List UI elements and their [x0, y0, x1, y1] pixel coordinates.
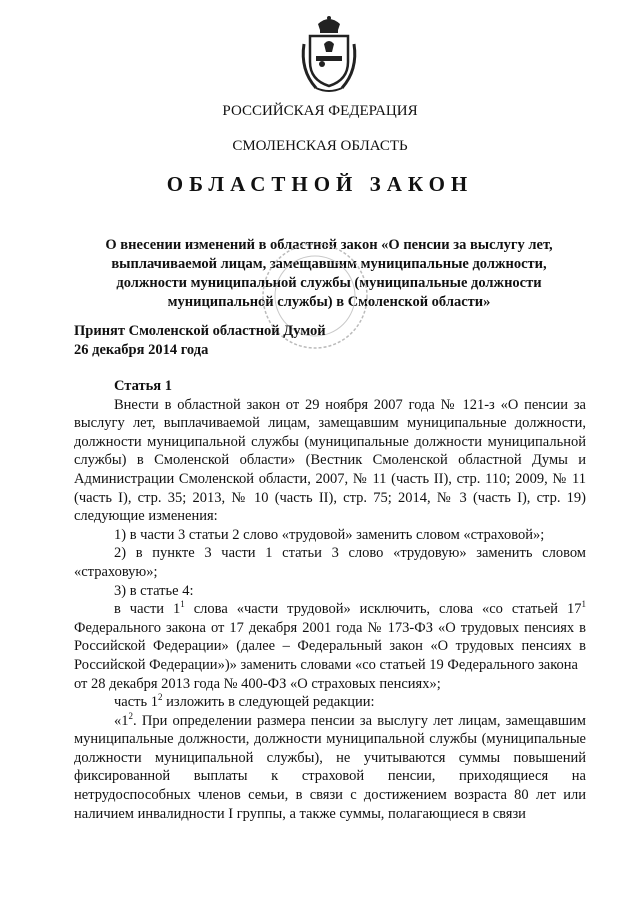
text-run: «1 — [114, 712, 129, 729]
list-item: 1) в части 3 статьи 2 слово «трудовой» заменить словом «страховой»; — [114, 526, 545, 543]
paragraph: от 28 декабря 2013 года № 400-ФЗ «О страховых пенсиях»; — [74, 675, 441, 692]
article-body — [74, 377, 586, 823]
paragraph — [74, 600, 586, 674]
coat-of-arms-emblem — [296, 14, 362, 96]
superscript: 2 — [128, 710, 133, 721]
text-run: в части 1 — [114, 601, 181, 618]
document-type-title: ОБЛАСТНОЙ ЗАКОН — [166, 172, 474, 196]
superscript: 1 — [180, 599, 185, 610]
text-run: . При определении размера пенсии за выслугу лет лицам, замещавшим муниципальные должности, должности муниципальной службы (муниципальные должности муниципальной службы), не учитываются суммы повышений фиксированной выплаты к страховой пенсии, приходящиеся на нетрудоспособных членов семьи, в связи с достижением возраста 80 лет или наличием инвалидности I группы, а также суммы, полагающиеся в связи — [74, 712, 586, 822]
region-heading: СМОЛЕНСКАЯ ОБЛАСТЬ — [232, 138, 408, 154]
text-run: часть 1 — [114, 694, 158, 711]
subject-line: О внесении изменений в областной закон «О пенсии за выслугу лет, — [105, 237, 553, 253]
paragraph: Внести в областной закон от 29 ноября 2007 года № 121-з «О пенсии за выслугу лет, выплачиваемой лицам, замещавшим муниципальные должности, должности муниципальной службы (муниципальные должности муниципальной службы) в Смоленской области» (Вестник Смоленской областной Думы и Администрации Смоленской области, 2007, № 11 (часть II), стр. 110; 2009, № 11 (часть I), стр. 35; 2013, № 10 (часть II), стр. 75; 2014, № 3 (часть I), стр. 19) следующие изменения: — [74, 396, 586, 525]
text-run: Федерального закона от 17 декабря 2001 года № 173-ФЗ «О трудовых пенсиях в Российской Федерации» (далее – Федеральный закон «О трудовых пенсиях в Российской Федерации»)» заменить словами «со статьей 19 Федерального закона — [74, 619, 586, 673]
paragraph — [74, 712, 586, 824]
text-run: изложить в следующей редакции: — [162, 694, 375, 711]
adoption-date: 26 декабря 2014 года — [74, 342, 209, 358]
subject-line: выплачиваемой лицам, замещавшим муниципальные должности, — [111, 256, 547, 272]
adoption-line: Принят Смоленской областной Думой — [74, 323, 326, 339]
adoption-block — [74, 322, 326, 360]
list-item: 3) в статье 4: — [114, 582, 194, 599]
subject-line: муниципальной службы) в Смоленской области» — [167, 294, 491, 310]
list-item: 2) в пункте 3 части 1 статьи 3 слово «трудовую» заменить словом «страховую»; — [74, 545, 586, 580]
federation-heading: РОССИЙСКАЯ ФЕДЕРАЦИЯ — [222, 103, 418, 119]
article-title: Статья 1 — [114, 378, 172, 394]
text-run: слова «части трудовой» исключить, слова «со статьей 17 — [184, 601, 582, 618]
superscript: 2 — [158, 692, 163, 703]
paragraph — [74, 693, 586, 712]
subject-line: должности муниципальной службы (муниципальные должности — [116, 275, 542, 291]
superscript: 1 — [581, 599, 586, 610]
